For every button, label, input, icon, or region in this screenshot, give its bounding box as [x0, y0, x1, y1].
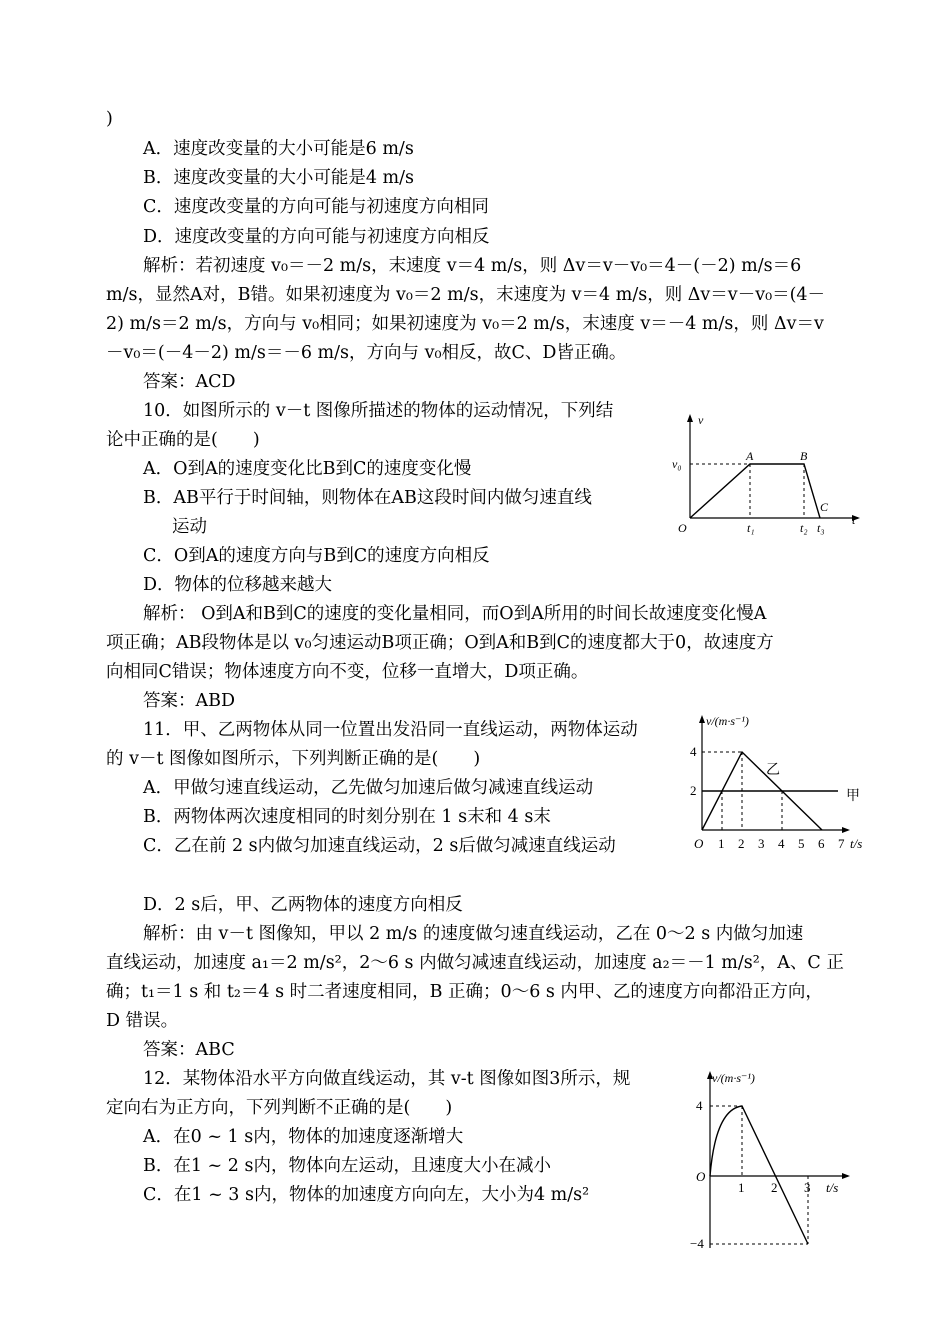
q10-analysis-line: 项正确；AB段物体是以 v₀匀速运动B项正确；O到A和B到C的速度都大于0，故速度方	[106, 633, 774, 653]
tick-y-2: 2	[690, 783, 697, 798]
q9-answer: 答案：ACD	[143, 372, 236, 392]
q9-analysis-line: 2) m/s＝2 m/s，方向与 v₀相同；如果初速度为 v₀＝2 m/s，末速度 v＝－4 m/s，则 Δv＝v	[106, 314, 824, 334]
q12-stem: 12．某物体沿水平方向做直线运动，其 v-t 图像如图3所示，规	[143, 1069, 631, 1089]
x-axis-label: t/s	[826, 1180, 839, 1195]
q12-option-c: C．在1 ~ 3 s内，物体的加速度方向向左，大小为4 m/s²	[143, 1185, 590, 1205]
q10-analysis-line: 解析： O到A和B到C的速度的变化量相同，而O到A所用的时间长故速度变化慢A	[143, 604, 767, 624]
label-t3: t₃	[817, 521, 825, 535]
origin-label: O	[696, 1169, 706, 1184]
q10-stem: 论中正确的是( )	[106, 430, 260, 450]
label-v: v	[698, 413, 704, 427]
q10-vt-graph	[670, 410, 870, 540]
tick-x: 4	[778, 836, 785, 851]
tick-x: 1	[718, 836, 725, 851]
label-v0: v₀	[672, 457, 682, 471]
tick-x: 5	[798, 836, 805, 851]
t-axis-arrow	[842, 1173, 850, 1179]
v-axis-arrow	[687, 414, 693, 422]
origin-label: O	[694, 836, 704, 851]
q11-analysis-line: 确；t₁＝1 s 和 t₂＝4 s 时二者速度相同，B 正确；0～6 s 内甲、乙的速度方向都沿正方向，	[106, 982, 823, 1002]
x-axis-label: t/s	[850, 836, 863, 851]
q10-option-c: C．O到A的速度方向与B到C的速度方向相反	[143, 546, 490, 566]
q12-stem: 定向右为正方向，下列判断不正确的是( )	[106, 1098, 453, 1118]
q11-option-d: D．2 s后，甲、乙两物体的速度方向相反	[143, 895, 463, 915]
q12-option-a: A．在0 ~ 1 s内，物体的加速度逐渐增大	[143, 1127, 464, 1147]
tick-x: 1	[738, 1180, 745, 1195]
q9-option-a: A．速度改变量的大小可能是6 m/s	[143, 139, 414, 159]
q11-option-c: C．乙在前 2 s内做匀加速直线运动，2 s后做匀减速直线运动	[143, 836, 616, 856]
q9-analysis-line: m/s，显然A对，B错。如果初速度为 v₀＝2 m/s，末速度为 v＝4 m/s，则 Δv＝v－v₀＝(4－	[106, 285, 826, 305]
q11-option-b: B．两物体两次速度相同的时刻分别在 1 s末和 4 s末	[143, 807, 551, 827]
tick-y-neg4: −4	[690, 1236, 704, 1251]
q10-answer: 答案：ABD	[143, 691, 236, 711]
q9-option-d: D．速度改变量的方向可能与初速度方向相反	[143, 227, 490, 247]
q11-stem: 11．甲、乙两物体从同一位置出发沿同一直线运动，两物体运动	[143, 720, 638, 740]
tick-x: 2	[738, 836, 745, 851]
tick-x: 7	[838, 836, 845, 851]
vt-curve	[710, 1106, 808, 1244]
tick-y-4: 4	[696, 1098, 703, 1113]
q12-vt-graph	[688, 1068, 868, 1254]
q9-tail: )	[106, 109, 113, 129]
q10-option-a: A．O到A的速度变化比B到C的速度变化慢	[143, 459, 472, 479]
label-t1: t₁	[747, 521, 755, 535]
vt-line	[690, 464, 820, 518]
label-t2: t₂	[800, 521, 808, 535]
label-b: B	[800, 449, 808, 463]
tick-x: 3	[758, 836, 765, 851]
q11-analysis-line: 解析：由 v－t 图像知，甲以 2 m/s 的速度做匀速直线运动，乙在 0～2 s 内做匀加速	[143, 924, 804, 944]
label-o: O	[678, 521, 687, 535]
q10-analysis-line: 向相同C错误；物体速度方向不变，位移一直增大，D项正确。	[106, 662, 589, 682]
q12-option-b: B．在1 ~ 2 s内，物体向左运动，且速度大小在减小	[143, 1156, 551, 1176]
q11-analysis-line: D 错误。	[106, 1011, 179, 1031]
y-axis-label: v/(m·s⁻¹)	[712, 1071, 755, 1085]
q9-analysis-line: －v₀＝(－4－2) m/s＝－6 m/s，方向与 v₀相反，故C、D皆正确。	[106, 343, 627, 363]
q11-stem: 的 v－t 图像如图所示，下列判断正确的是( )	[106, 749, 481, 769]
q11-option-a: A．甲做匀速直线运动，乙先做匀加速后做匀减速直线运动	[143, 778, 594, 798]
q11-vt-graph	[688, 712, 888, 860]
legend-yi: 乙	[766, 763, 780, 778]
legend-jia: 甲	[846, 789, 860, 804]
q9-option-b: B．速度改变量的大小可能是4 m/s	[143, 168, 415, 188]
label-a: A	[746, 449, 754, 463]
v-axis-arrow	[699, 715, 705, 723]
tick-x: 6	[818, 836, 825, 851]
label-t: t	[852, 513, 856, 527]
q11-analysis-line: 直线运动，加速度 a₁＝2 m/s²，2～6 s 内做匀减速直线运动，加速度 a₂＝－1 m/s²，A、C 正	[106, 953, 844, 973]
tick-y-4: 4	[690, 744, 697, 759]
q10-option-b-cont: 运动	[172, 517, 207, 537]
q10-option-b: B．AB平行于时间轴，则物体在AB这段时间内做匀速直线	[143, 488, 592, 508]
q11-answer: 答案：ABC	[143, 1040, 235, 1060]
tick-x: 2	[771, 1180, 778, 1195]
tick-x: 3	[804, 1180, 811, 1195]
q9-option-c: C．速度改变量的方向可能与初速度方向相同	[143, 197, 489, 217]
q10-option-d: D．物体的位移越来越大	[143, 575, 333, 595]
q10-stem: 10．如图所示的 v－t 图像所描述的物体的运动情况，下列结	[143, 401, 614, 421]
y-axis-label: v/(m·s⁻¹)	[706, 714, 749, 728]
q9-analysis-line: 解析：若初速度 v₀＝－2 m/s，末速度 v＝4 m/s，则 Δv＝v－v₀＝4－(－2) m/s＝6	[143, 256, 802, 276]
label-c: C	[820, 500, 829, 514]
t-axis-arrow	[842, 827, 850, 833]
